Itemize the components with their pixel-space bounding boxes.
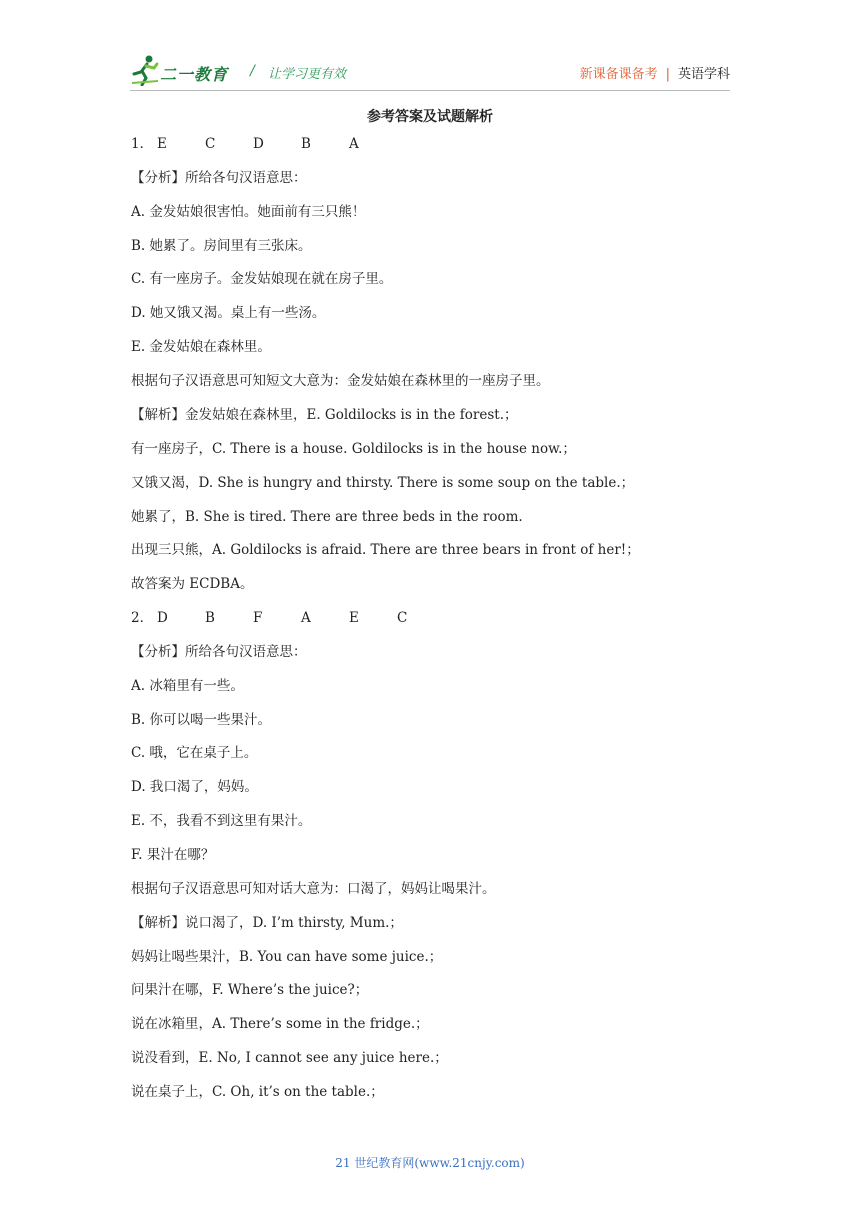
q1-number: 1．	[131, 136, 154, 152]
q1-option: D. 她又饿又渴。桌上有一些汤。	[131, 305, 326, 321]
header-right	[580, 63, 730, 82]
q2-answer: C	[397, 610, 408, 626]
q1-answer: A	[349, 136, 359, 152]
brand-logo	[130, 54, 240, 90]
header-tag: 新课备课备考	[579, 67, 658, 82]
logo-text: 二一教育	[160, 65, 229, 84]
q2-answer: E	[349, 610, 359, 626]
header-subject: 英语学科	[677, 67, 730, 82]
q1-explanation: 她累了，B. She is tired. There are three beds in the room.	[131, 509, 523, 525]
q2-answer: D	[157, 610, 168, 626]
q2-answer: B	[205, 610, 215, 626]
q2-explanation: 说在桌子上，C. Oh, it’s on the table.；	[131, 1084, 384, 1100]
q1-explanation: 又饿又渴，D. She is hungry and thirsty. There is some soup on the table.；	[131, 475, 635, 491]
header-separator: |	[665, 67, 670, 82]
slogan-separator: /	[250, 63, 255, 79]
page-footer[interactable]: 21 世纪教育网(www.21cnjy.com)	[335, 1156, 525, 1170]
q2-explanation: 【解析】说口渴了，D. I’m thirsty, Mum.；	[131, 915, 403, 931]
runner-icon	[130, 54, 160, 86]
q2-explanation: 说没看到，E. No, I cannot see any juice here.；	[131, 1050, 448, 1066]
q2-explanation: 说在冰箱里，A. There’s some in the fridge.；	[131, 1016, 429, 1032]
slogan: 让学习更有效	[268, 67, 347, 82]
q2-summary: 根据句子汉语意思可知对话大意为：口渴了，妈妈让喝果汁。	[131, 881, 496, 897]
q2-explanation: 问果汁在哪，F. Where’s the juice?；	[131, 982, 369, 998]
q2-answer: A	[301, 610, 311, 626]
q2-option: C. 哦，它在桌子上。	[131, 745, 258, 761]
page-header	[130, 54, 730, 94]
q1-option: B. 她累了。房间里有三张床。	[131, 238, 312, 254]
header-divider	[130, 90, 730, 91]
q2-option: A. 冰箱里有一些。	[131, 678, 244, 694]
q2-number: 2．	[131, 610, 154, 626]
q2-answer: F	[253, 610, 263, 626]
q2-analysis-intro: 【分析】所给各句汉语意思：	[131, 644, 307, 660]
q1-summary: 根据句子汉语意思可知短文大意为：金发姑娘在森林里的一座房子里。	[131, 373, 550, 389]
q1-answers	[131, 135, 397, 153]
q1-answer: D	[253, 136, 264, 152]
q1-answer: C	[205, 136, 216, 152]
q2-option: B. 你可以喝一些果汁。	[131, 712, 272, 728]
q2-explanation: 妈妈让喝些果汁，B. You can have some juice.；	[131, 949, 443, 965]
q1-answer: B	[301, 136, 311, 152]
q1-option: A. 金发姑娘很害怕。她面前有三只熊！	[131, 204, 366, 220]
q1-conclusion: 故答案为 ECDBA。	[131, 576, 254, 592]
q1-option: C. 有一座房子。金发姑娘现在就在房子里。	[131, 271, 393, 287]
q2-option: D. 我口渴了，妈妈。	[131, 779, 258, 795]
page-title: 参考答案及试题解析	[367, 109, 493, 125]
q1-explanation: 有一座房子，C. There is a house. Goldilocks is in the house now.；	[131, 441, 576, 457]
q1-option: E. 金发姑娘在森林里。	[131, 339, 271, 355]
q1-explanation: 【解析】金发姑娘在森林里，E. Goldilocks is in the forest.；	[131, 407, 518, 423]
q1-analysis-intro: 【分析】所给各句汉语意思：	[131, 170, 307, 186]
q2-option: E. 不，我看不到这里有果汁。	[131, 813, 312, 829]
q2-option: F. 果汁在哪？	[131, 847, 215, 863]
q1-answer: E	[157, 136, 167, 152]
q2-answers	[131, 609, 445, 627]
q1-explanation: 出现三只熊，A. Goldilocks is afraid. There are three bears in front of her!；	[131, 542, 640, 558]
